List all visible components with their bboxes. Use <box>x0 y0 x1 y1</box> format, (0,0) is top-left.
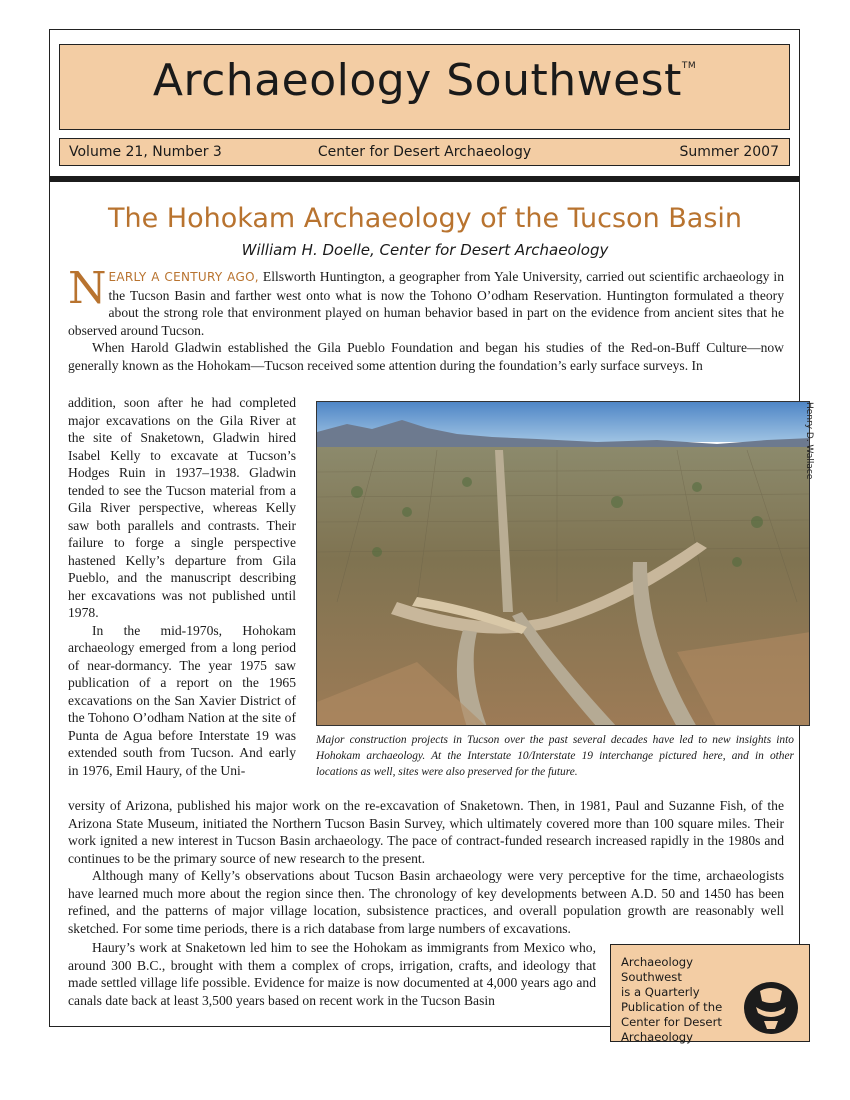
drop-cap: N <box>68 263 107 314</box>
article-intro <box>68 263 784 374</box>
info-line: is a Quarterly <box>621 985 700 999</box>
masthead-title: Archaeology Southwest™ <box>152 55 697 106</box>
info-line: Archaeology Southwest <box>621 955 694 984</box>
publication-info-box <box>610 944 810 1042</box>
trademark-mark: TM <box>681 61 697 71</box>
paragraph-5: Haury’s work at Snaketown led him to see the Hohokam as immigrants from Mexico who, around 300 B.C., brought with them a complex of crops, irrigation, crafts, and ideology that made settled village life possible. Evidence for maize is now documented at 4,000 years ago and canals date back at least 3,500 years based on recent work in the Tucson Basin <box>68 940 596 1008</box>
volume-number: Volume 21, Number 3 <box>69 144 222 160</box>
article-title: The Hohokam Archaeology of the Tucson Basin <box>107 203 743 234</box>
article-body-continued <box>68 797 784 937</box>
masthead <box>59 44 790 130</box>
paragraph-2-start: When Harold Gladwin established the Gila Pueblo Foundation and began his studies of the Red-on-Buff Culture—now generally known as the Hohokam—Tucson received some attention during the foundation’s early surface surveys. In <box>68 340 784 373</box>
paragraph-3-continued: versity of Arizona, published his major work on the re-excavation of Snaketown. Then, in 1981, Paul and Suzanne Fish, of the Arizona State Museum, initiated the Northern Tucson Basin Survey, which ultimately covered more than 100 square miles. Their work ignited a new interest in Tucson Basin archaeology. The pace of contract-funded research increased rapidly in the 1980s and continues to be the primary source of new research to the present. <box>68 798 784 866</box>
issue-info-bar <box>59 138 790 166</box>
info-line: Publication of the <box>621 1000 723 1014</box>
header-divider <box>50 176 800 182</box>
paragraph-1: Ellsworth Huntington, a geographer from Yale University, carried out scientific archaeology in the Tucson Basin and farther west onto what is now the Tohono O’odham Reservation. Huntington formulated a theory about the strong role that environment played on human behavior based in part on the evidence from ancient sites that he observed around Tucson. <box>68 269 784 338</box>
lead-in-text: EARLY A CENTURY AGO, <box>108 270 259 284</box>
photo-caption: Major construction projects in Tucson over the past several decades have led to new insights into Hohokam archaeology. At the Interstate 10/Interstate 19 interchange pictured here, and in other locations as well, sites were also preserved for the future. <box>316 734 794 778</box>
pottery-logo-icon <box>742 977 800 1035</box>
photo-credit: Henry D. Wallace <box>804 402 814 480</box>
paragraph-4: Although many of Kelly’s observations about Tucson Basin archaeology were very perceptive for the time, archaeologists have learned much more about the region since then. The chronology of key developments between A.D. 50 and 1450 has been refined, and the patterns of major village location, subsistence practices, and overall population growth are reasonably well sketched. For some time periods, there is a rich database from large numbers of excavations. <box>68 868 784 936</box>
publication-info-text <box>621 955 741 1045</box>
article-byline: William H. Doelle, Center for Desert Archaeology <box>241 241 609 259</box>
interchange-aerial-photo <box>316 401 810 726</box>
info-line: Archaeology <box>621 1030 694 1044</box>
paragraph-5-block <box>68 939 596 1009</box>
paragraph-3-start: In the mid-1970s, Hohokam archaeology emerged from a long period of near-dormancy. The year 1975 saw publication of a report on the 1965 excavations on the San Xavier District of the Tohono O’odham Nation at the site of Punta de Agua before Interstate 19 was extended south from Tucson. And early in 1976, Emil Haury, of the Uni- <box>68 622 296 778</box>
issue-season: Summer 2007 <box>679 144 779 160</box>
paragraph-2-continued: addition, soon after he had completed major excavations on the Gila River at the site of Snaketown, Gladwin hired Isabel Kelly to excavate at Tucson’s Hodges Ruin in 1937–1938. Gladwin tended to see the Tucson material from a Gila River perspective, whereas Kelly saw both parallels and contrasts. Their failure to forge a single perspective hastened Kelly’s departure from Gila Pueblo, and the manuscript describing her excavations was not published until 1978. <box>68 395 296 620</box>
left-column <box>68 394 296 779</box>
publisher-name: Center for Desert Archaeology <box>317 144 532 160</box>
info-line: Center for Desert <box>621 1015 722 1029</box>
